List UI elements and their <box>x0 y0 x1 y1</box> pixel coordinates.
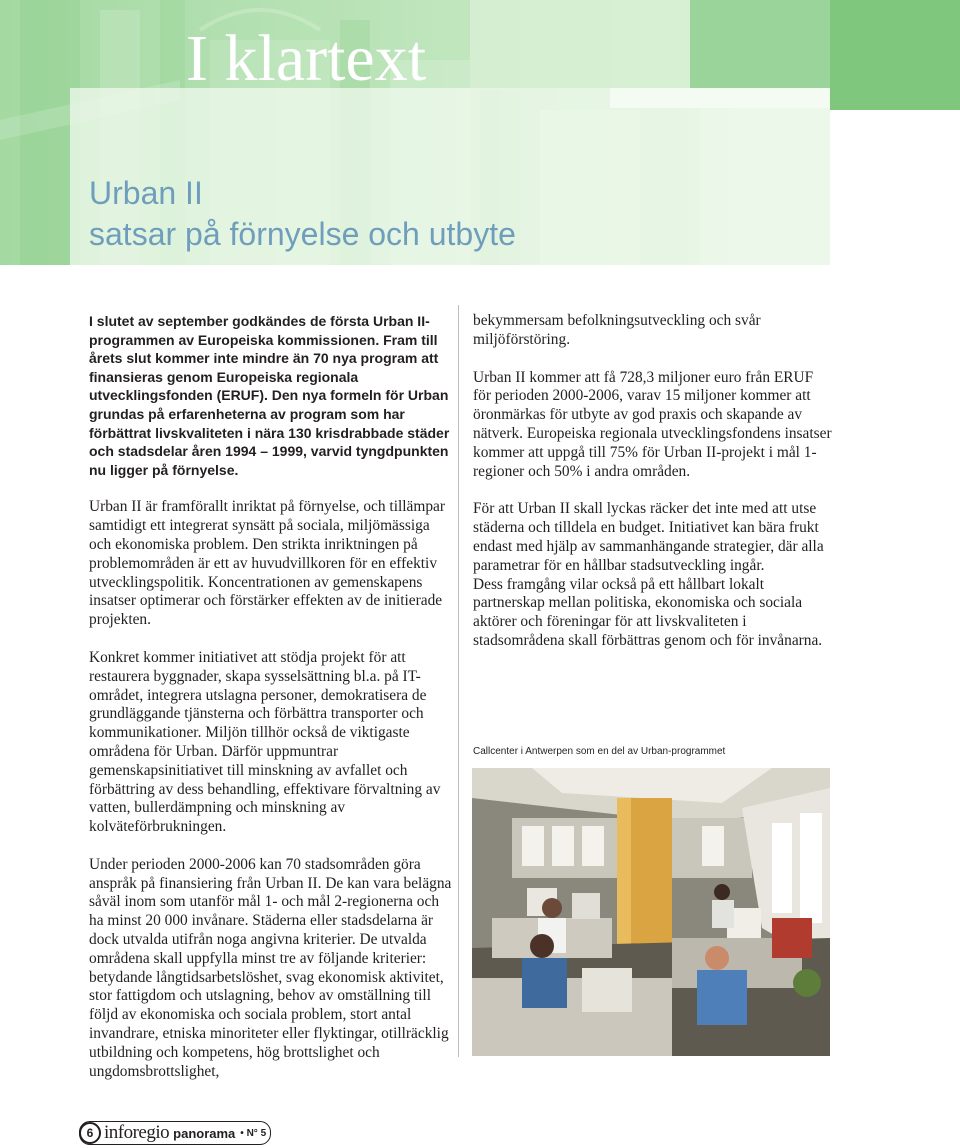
brand-subtitle: panorama <box>173 1125 236 1141</box>
body-paragraph-6: För att Urban II skall lyckas räcker det inte med att utse städerna och tilldela en budget. Initiativet kan bära frukt endast med hjälp av sammanhängande strategier, där alla parametrar för en hållbar stadsutveckling ingår. <box>473 500 824 574</box>
callcenter-photo <box>472 768 830 1056</box>
body-paragraph-5: Urban II kommer att få 728,3 miljoner euro från ERUF för perioden 2000-2006, varav 15 miljoner kommer att öronmärkas för utbyte av god praxis och skapande av nätverk. Europeiska regionala utvecklingsfondens insatser kommer att uppgå till 75% för Urban II-projekt i mål 1-regioner och 50% i andra områden. <box>473 368 832 480</box>
callcenter-photo-image <box>472 768 830 1056</box>
photo-caption: Callcenter i Antwerpen som en del av Urban-programmet <box>473 746 726 757</box>
header-tint-panel <box>470 0 690 88</box>
body-paragraph-2: Konkret kommer initiativet att stödja projekt för att restaurera byggnader, skapa sysselsättning bl.a. på IT-området, integrera utslagna personer, demokratisera de grundläggande tjänsterna och förbättra transporter och kommunikationer. Miljön tillhör också de viktigaste områdena för Urban. Därför uppmuntrar gemenskapsinitiativet till minskning av avfallet och förbättring av dess behandling, effektivare förvaltning av vatten, bullerdämpning och minskning av kolväteförbrukningen. <box>89 648 441 836</box>
header-banner <box>0 0 960 265</box>
body-paragraph-3: Under perioden 2000-2006 kan 70 stadsområden göra anspråk på finansiering från Urban II. De kan vara belägna såväl inom som utanför mål 1- och mål 2-regionerna och ha minst 20 000 invånare. Städerna eller stadsdelarna är dock utvalda utifrån noga angivna kriterier. De utvalda områdena skall uppfylla minst tre av följande kriterier: betydande långtidsarbetslöshet, svag ekonomisk aktivitet, stor fattigdom och utslagning, behov av omställning till följd av ekonomiska och sociala problem, stort antal invandrare, etniska minoriteter eller flyktingar, otillräcklig utbildning och kompetens, hög brottslighet och ungdomsbrottslighet, <box>89 855 452 1080</box>
article-title-line-1: Urban II <box>89 175 203 211</box>
lead-paragraph: I slutet av september godkändes de första Urban II-programmen av Europeiska kommissionen. Fram till årets slut kommer inte mindre än 70 nya program att finansieras genom Europeiska regionala utvecklingsfonden (ERUF). Den nya formeln för Urban grundas på erfarenheterna av program som har förbättrat livskvaliteten i nära 130 krisdrabbade städer och stadsdelar åren 1994 – 1999, varvid tyngdpunkten nu ligger på förnyelse. <box>89 313 450 478</box>
header-green-block <box>690 0 830 88</box>
body-paragraph-1: Urban II är framförallt inriktat på förnyelse, och tillämpar samtidigt ett integrerat synsätt på sociala, miljömässiga och ekonomiska problem. Den strikta inriktningen på problemområden är ett av huvudvillkoren för en effektiv utvecklingspolitik. Koncentrationen av gemenskapens insatser optimerar och förstärker effekten av de initierade projekten. <box>89 498 445 629</box>
article-title <box>89 173 516 255</box>
body-paragraph-4: bekymmersam befolkningsutveckling och svår miljöförstöring. <box>473 312 761 348</box>
header-white-corner <box>830 110 960 265</box>
page-number: 6 <box>79 1122 101 1144</box>
column-divider <box>458 305 459 1057</box>
issue-number: • N° 5 <box>240 1127 267 1139</box>
section-kicker: I klartext <box>186 22 427 95</box>
article-title-line-2: satsar på förnyelse och utbyte <box>89 216 516 252</box>
left-column <box>89 312 453 1081</box>
header-green-corner <box>830 0 960 110</box>
body-paragraph-7: Dess framgång vilar också på ett hållbart lokalt partnerskap mellan politiska, ekonomiska och sociala aktörer och föreningar för att livskvaliteten i stadsområdena skall förbättras genom och för invånarna. <box>473 575 823 649</box>
brand-logo-text: inforegio <box>104 1122 170 1143</box>
right-column <box>473 312 833 651</box>
page-footer <box>79 1121 266 1145</box>
